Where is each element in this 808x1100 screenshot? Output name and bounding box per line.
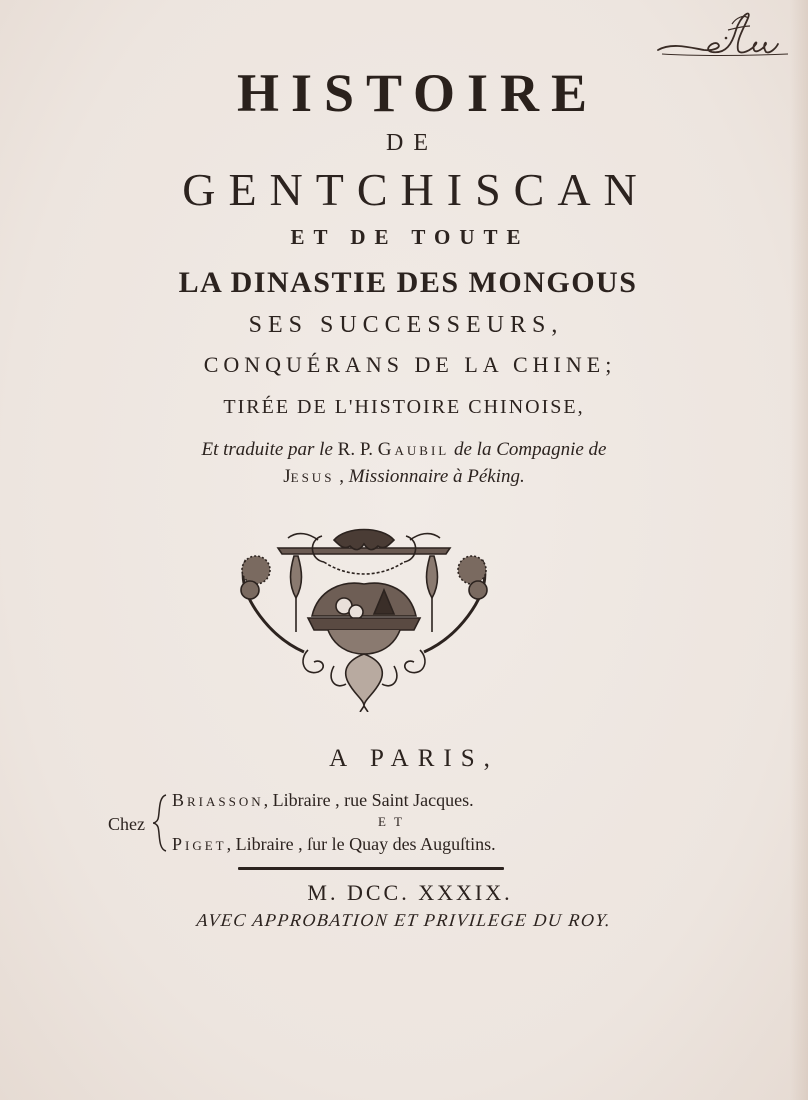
translator-line-1 bbox=[0, 439, 808, 461]
translator-initials: R. P. bbox=[337, 439, 374, 460]
publisher-piget-name: Piget bbox=[172, 834, 227, 854]
jesus-initial: J bbox=[283, 466, 291, 487]
publisher-briasson bbox=[172, 790, 474, 811]
imprint-et: ET bbox=[378, 814, 410, 829]
publication-date: M. DCC. XXXIX. bbox=[307, 880, 513, 905]
title-et-de-toute: ET DE TOUTE bbox=[290, 225, 530, 249]
publisher-briasson-name: Briasson bbox=[172, 790, 264, 810]
imprint-chez: Chez bbox=[108, 814, 145, 834]
title-tiree: TIRÉE DE L'HISTOIRE CHINOISE, bbox=[223, 396, 585, 418]
imprint-block bbox=[108, 790, 608, 860]
ornament-vignette-icon bbox=[238, 520, 490, 712]
handwritten-signature bbox=[652, 4, 792, 62]
translator-line-2 bbox=[0, 466, 808, 488]
translator-prefix: Et traduite par le bbox=[201, 439, 333, 460]
place-of-publication: A PARIS, bbox=[329, 745, 499, 772]
title-conquerans: CONQUÉRANS DE LA CHINE; bbox=[203, 352, 617, 377]
title-successeurs: SES SUCCESSEURS, bbox=[248, 312, 564, 338]
publisher-briasson-address: , Libraire , rue Saint Jacques. bbox=[263, 790, 474, 810]
publisher-piget-address: , Libraire , ſur le Quay des Auguſtins. bbox=[226, 834, 496, 854]
translator-society: de la Compagnie de bbox=[453, 439, 607, 460]
translator-suffix: Missionnaire à Péking. bbox=[348, 466, 525, 487]
privilege-statement: AVEC APPROBATION ET PRIVILEGE DU ROY. bbox=[195, 910, 613, 930]
title-gentchiscan: GENTCHISCAN bbox=[182, 164, 650, 215]
horizontal-rule bbox=[238, 867, 504, 870]
title-de: DE bbox=[386, 130, 438, 156]
title-dinastie: LA DINASTIE DES MONGOUS bbox=[178, 266, 638, 299]
translator-name: Gaubil bbox=[377, 439, 450, 460]
jesus-rest: esus bbox=[290, 466, 335, 487]
publisher-piget bbox=[172, 834, 496, 855]
title-histoire: HISTOIRE bbox=[236, 63, 600, 123]
comma: , bbox=[334, 466, 344, 487]
brace-icon bbox=[152, 793, 168, 853]
